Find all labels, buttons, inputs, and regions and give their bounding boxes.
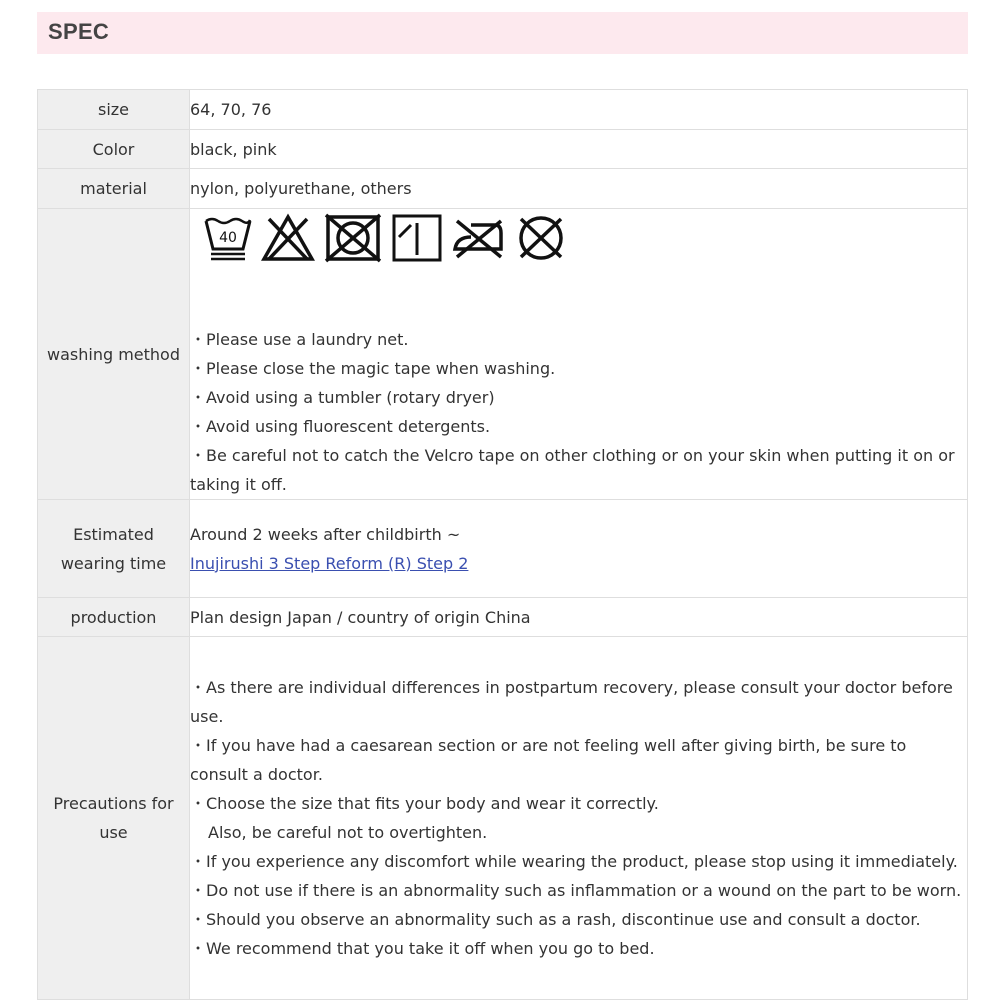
wearing-time-label: Estimated wearing time bbox=[38, 500, 190, 598]
precaution-note: ・If you experience any discomfort while wearing the product, please stop using it immediately. bbox=[190, 852, 958, 871]
no-iron-icon bbox=[451, 213, 507, 263]
precaution-note: ・Choose the size that fits your body and wear it correctly. bbox=[190, 794, 659, 813]
washing-note: ・Please use a laundry net. bbox=[190, 330, 409, 349]
material-value: nylon, polyurethane, others bbox=[190, 169, 968, 209]
table-row bbox=[38, 598, 968, 637]
wash-40-icon bbox=[203, 213, 253, 263]
wearing-time-text: Around 2 weeks after childbirth ~ bbox=[190, 524, 461, 544]
precautions-label: Precautions for use bbox=[38, 637, 190, 1000]
precaution-note: ・Do not use if there is an abnormality such as inflammation or a wound on the part to be worn. bbox=[190, 881, 962, 900]
production-value: Plan design Japan / country of origin China bbox=[190, 598, 968, 637]
spec-table bbox=[37, 89, 968, 1000]
washing-note: ・Please close the magic tape when washing. bbox=[190, 359, 556, 378]
color-label: Color bbox=[38, 130, 190, 169]
wearing-time-value bbox=[190, 500, 968, 598]
wash-temperature: 40 bbox=[219, 230, 237, 246]
precaution-note: ・As there are individual differences in postpartum recovery, please consult your doctor before use. bbox=[190, 678, 953, 726]
step-reform-link[interactable]: Inujirushi 3 Step Reform (R) Step 2 bbox=[190, 553, 469, 573]
care-icons bbox=[190, 213, 967, 263]
no-tumble-dry-icon bbox=[323, 213, 383, 263]
no-bleach-icon bbox=[261, 213, 315, 263]
spec-header bbox=[37, 12, 968, 54]
size-label: size bbox=[38, 90, 190, 130]
table-row bbox=[38, 209, 968, 500]
table-row bbox=[38, 90, 968, 130]
precaution-note: ・Should you observe an abnormality such as a rash, discontinue use and consult a doctor. bbox=[190, 910, 921, 929]
washing-method-label: washing method bbox=[38, 209, 190, 500]
line-dry-icon bbox=[391, 213, 443, 263]
table-row bbox=[38, 130, 968, 169]
precautions-value bbox=[190, 637, 968, 1000]
precaution-note: Also, be careful not to overtighten. bbox=[208, 823, 488, 842]
washing-note: ・Be careful not to catch the Velcro tape on other clothing or on your skin when putting it on or taking it off. bbox=[190, 446, 955, 494]
color-value: black, pink bbox=[190, 130, 968, 169]
spec-title: SPEC bbox=[48, 19, 110, 44]
table-row bbox=[38, 500, 968, 598]
washing-note: ・Avoid using fluorescent detergents. bbox=[190, 417, 491, 436]
table-row bbox=[38, 169, 968, 209]
no-dry-clean-icon bbox=[515, 213, 567, 263]
precaution-note: ・We recommend that you take it off when you go to bed. bbox=[190, 939, 655, 958]
table-row bbox=[38, 637, 968, 1000]
washing-method-value bbox=[190, 209, 968, 500]
material-label: material bbox=[38, 169, 190, 209]
size-value: 64, 70, 76 bbox=[190, 90, 968, 130]
precaution-note: ・If you have had a caesarean section or are not feeling well after giving birth, be sure to consult a doctor. bbox=[190, 736, 907, 784]
washing-note: ・Avoid using a tumbler (rotary dryer) bbox=[190, 388, 495, 407]
production-label: production bbox=[38, 598, 190, 637]
